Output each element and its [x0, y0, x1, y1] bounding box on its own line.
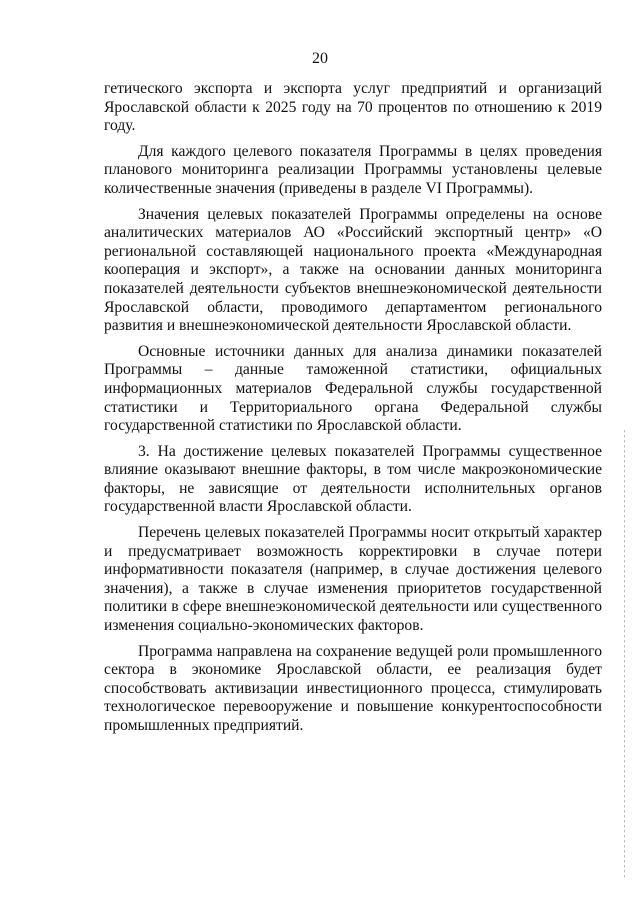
- paragraph-program-aim: Программа направлена на сохранение ведущей роли промышленного сектора в экономике Ярославской области, ее реализация будет способствовать активизации инвестиционного процесса, стимулировать технологическое перевооружение и повышение конкурентоспособности промышленных предприятий.: [104, 642, 602, 734]
- page-number: 20: [312, 50, 328, 67]
- paragraph-external-factors: 3. На достижение целевых показателей Программы существенное влияние оказывают внешние факторы, в том числе макроэкономические факторы, не зависящие от деятельности исполнительных органов государственной власти Ярославской области.: [104, 442, 602, 516]
- paragraph-data-sources: Основные источники данных для анализа динамики показателей Программы – данные таможенной статистики, официальных информационных материалов Федеральной службы государственной статистики и Территориального органа Федеральной службы государственной статистики по Ярославской области.: [104, 342, 602, 435]
- body-text: [104, 80, 602, 743]
- paragraph-indicator-list: Перечень целевых показателей Программы носит открытый характер и предусматривает возможность корректировки в случае потери информативности показателя (например, в случае достижения целевого значения), а также в случае изменения приоритетов государственной политики в сфере внешнеэкономической деятельности или существенного изменения социально-экономических факторов.: [104, 524, 602, 635]
- paragraph-monitoring-targets: Для каждого целевого показателя Программы в целях проведения планового мониторинга реализации Программы установлены целевые количественные значения (приведены в разделе VI Программы).: [104, 142, 602, 197]
- paragraph-continuation: гетического экспорта и экспорта услуг предприятий и организаций Ярославской области к 2025 году на 70 процентов по отношению к 2019 году.: [104, 80, 602, 135]
- scan-edge-mark: [624, 430, 625, 880]
- paragraph-target-values-basis: Значения целевых показателей Программы определены на основе аналитических материалов АО «Российский экспортный центр» «О региональной составляющей национального проекта «Международная кооперация и экспорт», а также на основании данных мониторинга показателей деятельности субъектов внешнеэкономической деятельности Ярославской области, проводимого департаментом регионального развития и внешнеэкономической деятельности Ярославской области.: [104, 205, 602, 335]
